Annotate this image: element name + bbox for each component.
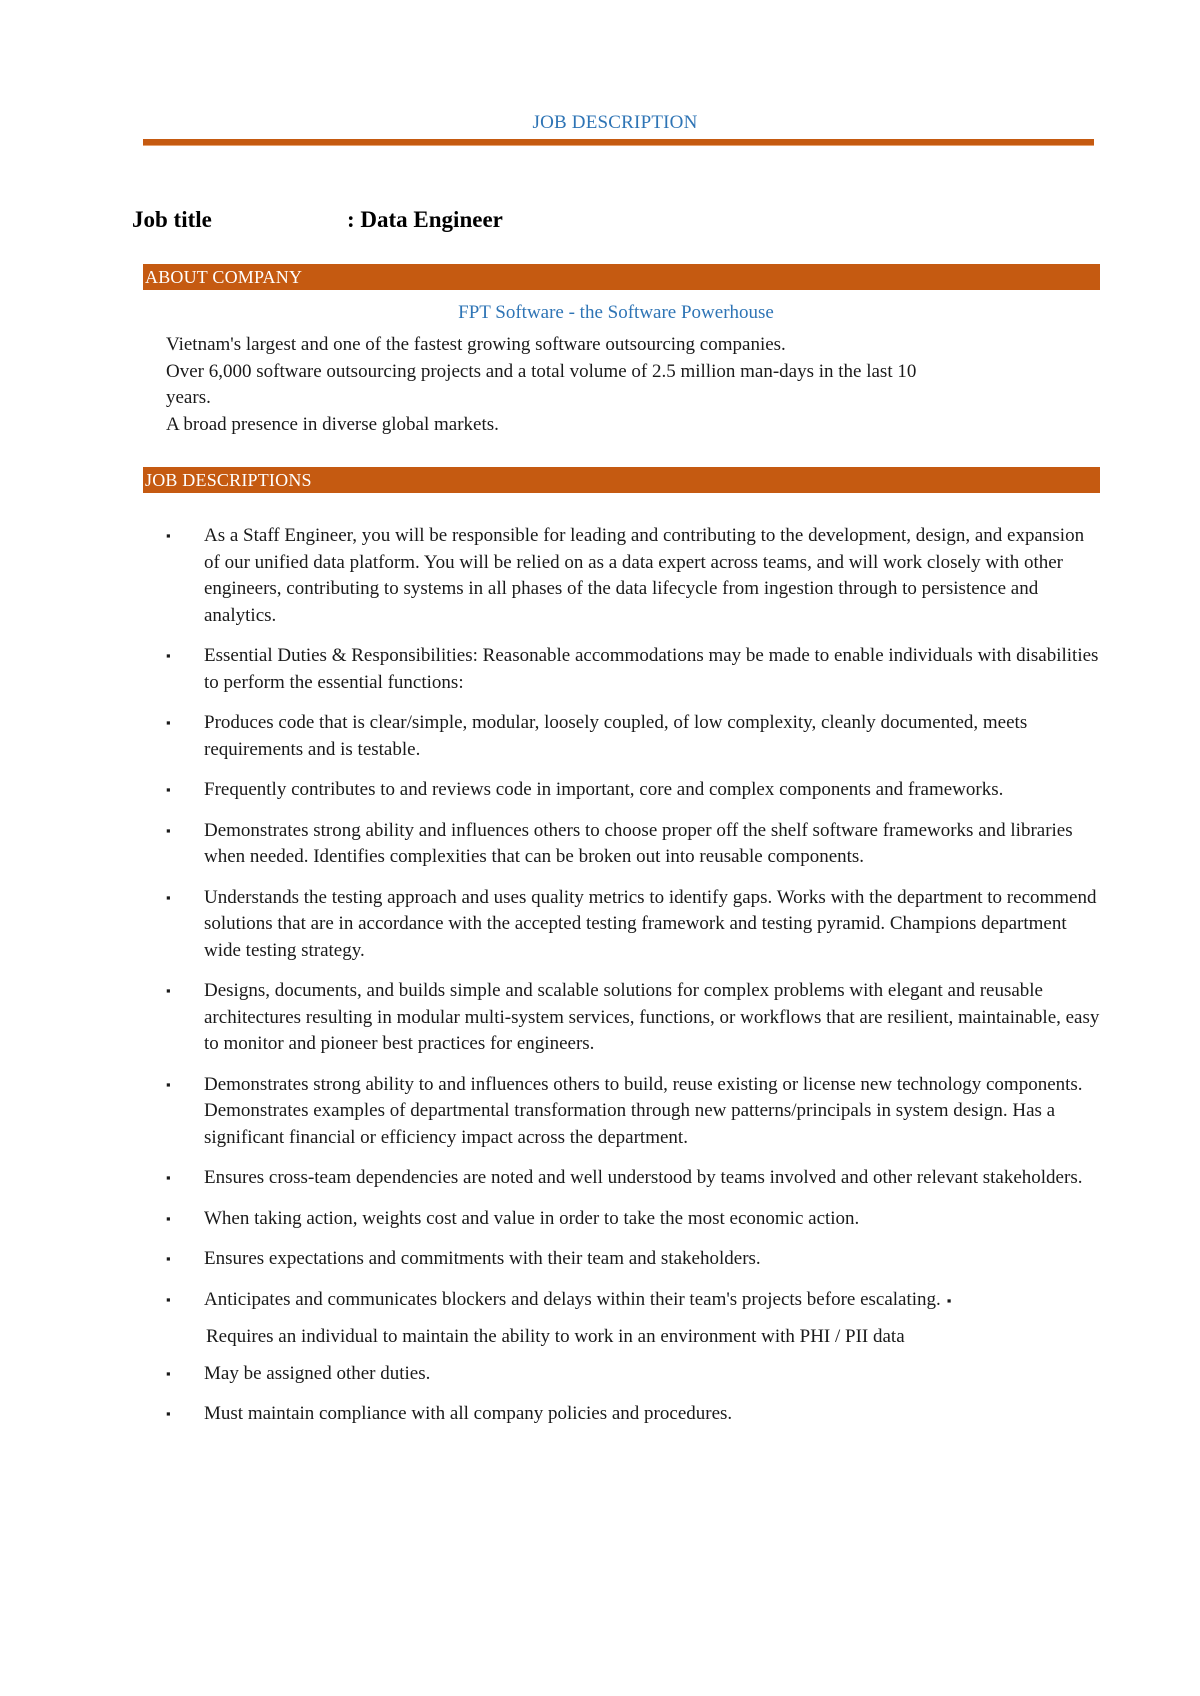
bullet-icon: ▪ [166, 983, 171, 998]
list-item [166, 818, 1100, 871]
job-title-value: : Data Engineer [347, 207, 503, 232]
list-item-text: Demonstrates strong ability to and influences others to build, reuse existing or license new technology components. Demonstrates examples of departmental transformation through new patterns/principals in system design. Has a significant financial or efficiency impact across the department. [204, 1073, 1083, 1148]
list-item-text: Demonstrates strong ability and influences others to choose proper off the shelf software frameworks and libraries when needed. Identifies complexities that can be broken out into reusable components. [204, 819, 1073, 867]
bullet-icon: ▪ [166, 1291, 171, 1307]
list-item-text: Understands the testing approach and uses quality metrics to identify gaps. Works with the department to recommend solutions that are in accordance with the accepted testing framework and testing pyramid. Champions department wide testing strategy. [204, 886, 1097, 961]
list-item [166, 885, 1100, 965]
list-item [166, 643, 1100, 696]
list-item-text: Anticipates and communicates blockers and delays within their team's projects before escalating. [204, 1288, 941, 1310]
bullet-icon: ▪ [166, 822, 171, 838]
about-line: Vietnam's largest and one of the fastest growing software outsourcing companies. [166, 334, 786, 355]
list-item [166, 777, 1100, 804]
list-item-text: When taking action, weights cost and value in order to take the most economic action. [204, 1207, 860, 1229]
bullet-icon: ▪ [166, 1210, 171, 1226]
bullet-icon: ▪ [166, 1406, 171, 1421]
list-item [166, 1165, 1100, 1192]
list-item [166, 1287, 1100, 1315]
list-item-text: Ensures expectations and commitments with their team and stakeholders. [204, 1248, 761, 1269]
bullet-icon: ▪ [946, 1292, 952, 1308]
header-rule [143, 139, 1094, 146]
duties-list [166, 523, 1100, 1442]
list-item [166, 1324, 1100, 1351]
list-item [166, 523, 1100, 629]
bullet-icon: ▪ [166, 1170, 171, 1185]
list-item-text: Must maintain compliance with all company policies and procedures. [204, 1403, 733, 1424]
bullet-icon: ▪ [166, 1076, 171, 1092]
list-item [166, 1401, 1100, 1428]
about-line: A broad presence in diverse global markets. [166, 413, 499, 435]
list-item-text: As a Staff Engineer, you will be responsible for leading and contributing to the development, design, and expansion of our unified data platform. You will be relied on as a data expert across teams, and will work closely with other engineers, contributing to systems in all phases of the data lifecycle from ingestion through to persistence and analytics. [204, 525, 1085, 626]
bullet-icon: ▪ [166, 528, 171, 543]
list-item-text: Designs, documents, and builds simple and scalable solutions for complex problems with elegant and reusable architectures resulting in modular multi-system services, functions, or workflows that are resilient, maintainable, easy to monitor and pioneer best practices for engineers. [204, 980, 1100, 1054]
job-title-label: Job title [132, 207, 212, 232]
list-item-text: May be assigned other duties. [204, 1362, 431, 1384]
list-item [166, 1246, 1100, 1273]
list-item-text: Frequently contributes to and reviews code in important, core and complex components and frameworks. [204, 779, 1004, 800]
about-company-heading: ABOUT COMPANY [143, 264, 1100, 290]
bullet-icon: ▪ [166, 1251, 171, 1266]
bullet-icon: ▪ [166, 648, 171, 663]
bullet-icon: ▪ [166, 782, 171, 797]
bullet-icon: ▪ [166, 889, 171, 905]
document-title: JOB DESCRIPTION [532, 112, 698, 133]
about-company-text [166, 332, 1066, 438]
bullet-icon: ▪ [166, 715, 171, 730]
list-item [166, 1072, 1100, 1152]
list-item-text: Essential Duties & Responsibilities: Reasonable accommodations may be made to enable individuals with disabilities to perform the essential functions: [204, 645, 1099, 693]
job-descriptions-heading: JOB DESCRIPTIONS [143, 467, 1100, 493]
list-item [166, 978, 1100, 1058]
list-item [166, 1361, 1100, 1388]
about-line: Over 6,000 software outsourcing projects and a total volume of 2.5 million man-days in the last 10 [166, 360, 917, 382]
list-item [166, 710, 1100, 763]
about-line: years. [166, 387, 211, 408]
job-title-row [132, 207, 503, 233]
list-item-text: Produces code that is clear/simple, modular, loosely coupled, of low complexity, cleanly documented, meets requirements and is testable. [204, 712, 1028, 760]
list-item-text: Requires an individual to maintain the ability to work in an environment with PHI / PII data [206, 1326, 905, 1347]
bullet-icon: ▪ [166, 1365, 171, 1381]
list-item-text: Ensures cross-team dependencies are noted and well understood by teams involved and other relevant stakeholders. [204, 1167, 1083, 1188]
company-tagline: FPT Software - the Software Powerhouse [458, 302, 774, 323]
list-item [166, 1206, 1100, 1233]
